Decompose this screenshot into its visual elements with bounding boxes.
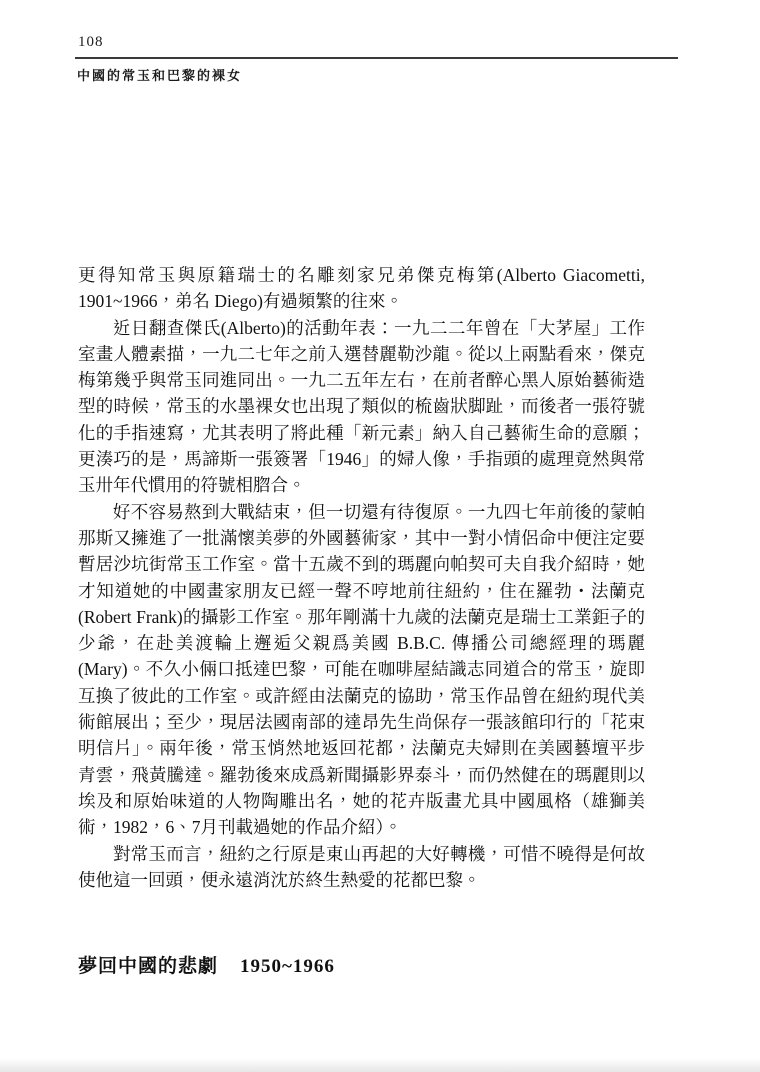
section-heading-title: 夢回中國的悲劇 (78, 956, 219, 977)
paragraph-giacometti-chronology: 近日翻查傑氏(Alberto)的活動年表：一九二二年曾在「大茅屋」工作室畫人體素描，一九二七年之前入選替麗勒沙龍。從以上兩點看來，傑克梅第幾乎與常玉同進同出。一九二五年左右，在前者醉心黑人原始藝術造型的時候，常玉的水墨裸女也出現了類似的梳齒狀脚趾，而後者一張符號化的手指速寫，尤其表明了將此種「新元素」納入自己藝術生命的意願；更湊巧的是，馬諦斯一張簽署「1946」的婦人像，手指頭的處理竟然與常玉卅年代慣用的符號相脗合。 (78, 317, 645, 496)
paragraph-continuation: 更得知常玉與原籍瑞士的名雕刻家兄弟傑克梅第(Alberto Giacometti, 1901~1966，弟名 Diego)有過頻繁的往來。 (78, 265, 645, 312)
body-text-block (78, 262, 645, 893)
page-number: 108 (78, 34, 104, 50)
paragraph-newyork-turning-point: 對常玉而言，紐約之行原是東山再起的大好轉機，可惜不曉得是何故使他這一回頭，便永遠消沈於終生熱愛的花都巴黎。 (78, 843, 645, 890)
section-heading (78, 951, 335, 978)
paragraph-postwar-robert-frank: 好不容易熬到大戰結束，但一切還有待復原。一九四七年前後的蒙帕那斯又擁進了一批滿懷美夢的外國藝術家，其中一對小情侶命中便注定要暫居沙坑街常玉工作室。當十五歲不到的瑪麗向帕契可夫自我介紹時，她才知道她的中國畫家朋友已經一聲不哼地前往紐約，住在羅勃・法蘭克(Robert Frank)的攝影工作室。那年剛滿十九歲的法蘭克是瑞士工業鉅子的少爺，在赴美渡輪上邂逅父親爲美國 B.B.C. 傳播公司總經理的瑪麗(Mary)。不久小倆口抵達巴黎，可能在咖啡屋結識志同道合的常玉，旋即互換了彼此的工作室。或許經由法蘭克的協助，常玉作品曾在紐約現代美術館展出；至少，現居法國南部的達昂先生尚保存一張該館印行的「花束明信片」。兩年後，常玉悄然地返回花都，法蘭克夫婦則在美國藝壇平步青雲，飛黃騰達。羅勃後來成爲新聞攝影界泰斗，而仍然健在的瑪麗則以埃及和原始味道的人物陶雕出名，她的花卉版畫尤具中國風格（雄獅美術，1982，6、7月刊載過她的作品介紹）。 (78, 501, 645, 838)
section-heading-years: 1950~1966 (240, 956, 335, 977)
running-header: 中國的常玉和巴黎的裸女 (77, 68, 243, 83)
header-rule (75, 57, 678, 59)
